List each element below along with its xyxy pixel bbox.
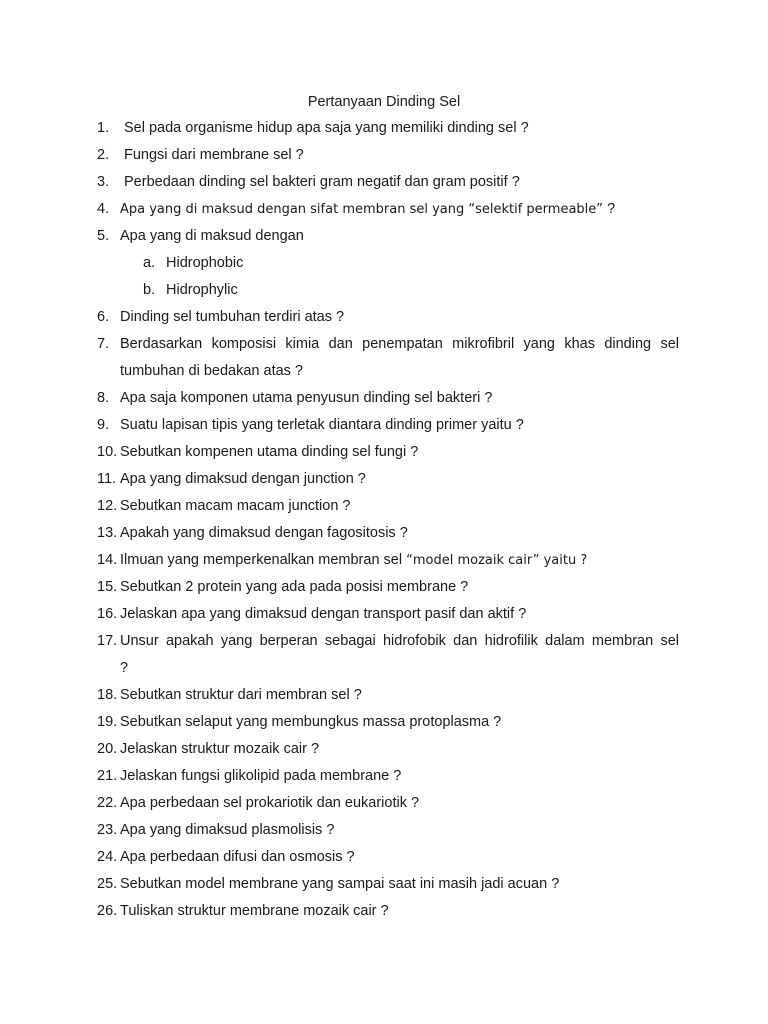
question-number: 9. bbox=[97, 417, 110, 433]
list-item bbox=[97, 469, 679, 496]
sub-item-letter: b. bbox=[143, 282, 156, 298]
question-text: Sebutkan struktur dari membran sel ? bbox=[120, 687, 362, 703]
question-number: 4. bbox=[97, 201, 110, 217]
question-text: Apa perbedaan difusi dan osmosis ? bbox=[120, 849, 355, 865]
question-text: Berdasarkan komposisi kimia dan penempatan mikrofibril yang khas dinding sel bbox=[120, 336, 679, 352]
list-item bbox=[97, 415, 679, 442]
list-item-continuation bbox=[97, 361, 679, 388]
question-text: Sel pada organisme hidup apa saja yang memiliki dinding sel ? bbox=[124, 120, 529, 136]
question-text: Fungsi dari membrane sel ? bbox=[124, 147, 304, 163]
question-number: 16. bbox=[97, 606, 118, 622]
question-number: 23. bbox=[97, 822, 118, 838]
list-item bbox=[97, 118, 679, 145]
question-text-continuation: ? bbox=[120, 660, 129, 676]
list-item bbox=[97, 496, 679, 523]
sub-list-item bbox=[97, 253, 679, 280]
question-text: Apa yang di maksud dengan bbox=[120, 228, 304, 244]
question-text-main: Apa yang di maksud dengan sifat membran sel yang “selektif permeable” bbox=[120, 202, 604, 217]
list-item bbox=[97, 874, 679, 901]
question-number: 19. bbox=[97, 714, 118, 730]
sub-item-text: Hidrophylic bbox=[166, 282, 238, 298]
question-number: 20. bbox=[97, 741, 118, 757]
question-number: 6. bbox=[97, 309, 110, 325]
question-text bbox=[120, 199, 615, 220]
list-item bbox=[97, 766, 679, 793]
list-item bbox=[97, 847, 679, 874]
list-item bbox=[97, 739, 679, 766]
question-number: 2. bbox=[97, 147, 110, 163]
question-text: Sebutkan macam macam junction ? bbox=[120, 498, 351, 514]
question-number: 12. bbox=[97, 498, 118, 514]
question-number: 26. bbox=[97, 903, 118, 919]
question-list bbox=[97, 118, 679, 928]
question-number: 22. bbox=[97, 795, 118, 811]
list-item bbox=[97, 334, 679, 361]
sub-item-letter: a. bbox=[143, 255, 156, 271]
question-number: 14. bbox=[97, 552, 118, 568]
question-text: Sebutkan 2 protein yang ada pada posisi membrane ? bbox=[120, 579, 469, 595]
question-text bbox=[120, 550, 587, 571]
question-number: 5. bbox=[97, 228, 110, 244]
question-text: Sebutkan model membrane yang sampai saat ini masih jadi acuan ? bbox=[120, 876, 560, 892]
list-item bbox=[97, 145, 679, 172]
list-item bbox=[97, 307, 679, 334]
question-number: 8. bbox=[97, 390, 110, 406]
question-text: Tuliskan struktur membrane mozaik cair ? bbox=[120, 903, 389, 919]
question-text: Jelaskan fungsi glikolipid pada membrane ? bbox=[120, 768, 402, 784]
list-item bbox=[97, 172, 679, 199]
question-number: 7. bbox=[97, 336, 110, 352]
question-number: 25. bbox=[97, 876, 118, 892]
document-title: Pertanyaan Dinding Sel bbox=[307, 94, 461, 110]
question-number: 17. bbox=[97, 633, 118, 649]
question-number: 13. bbox=[97, 525, 118, 541]
list-item bbox=[97, 577, 679, 604]
question-text-continuation: tumbuhan di bedakan atas ? bbox=[120, 363, 303, 379]
question-number: 11. bbox=[97, 471, 117, 487]
question-number: 10. bbox=[97, 444, 118, 460]
question-text: Dinding sel tumbuhan terdiri atas ? bbox=[120, 309, 345, 325]
list-item bbox=[97, 388, 679, 415]
question-text: Unsur apakah yang berperan sebagai hidrofobik dan hidrofilik dalam membran sel bbox=[120, 633, 679, 649]
list-item bbox=[97, 442, 679, 469]
question-text: Apa saja komponen utama penyusun dinding sel bakteri ? bbox=[120, 390, 493, 406]
list-item bbox=[97, 550, 679, 577]
question-number: 15. bbox=[97, 579, 118, 595]
question-number: 21. bbox=[97, 768, 118, 784]
question-text: Sebutkan selaput yang membungkus massa protoplasma ? bbox=[120, 714, 502, 730]
question-text: Jelaskan apa yang dimaksud dengan transport pasif dan aktif ? bbox=[120, 606, 527, 622]
list-item bbox=[97, 631, 679, 658]
list-item bbox=[97, 793, 679, 820]
list-item bbox=[97, 820, 679, 847]
question-text: Apa yang dimaksud dengan junction ? bbox=[120, 471, 366, 487]
question-text: Suatu lapisan tipis yang terletak diantara dinding primer yaitu ? bbox=[120, 417, 524, 433]
question-text-end: ? bbox=[607, 201, 616, 217]
question-text-main: Ilmuan yang memperkenalkan membran sel bbox=[120, 552, 403, 568]
sub-item-text: Hidrophobic bbox=[166, 255, 244, 271]
question-text: Jelaskan struktur mozaik cair ? bbox=[120, 741, 320, 757]
list-item bbox=[97, 226, 679, 253]
list-item bbox=[97, 199, 679, 226]
question-text: Apakah yang dimaksud dengan fagositosis ? bbox=[120, 525, 408, 541]
question-number: 24. bbox=[97, 849, 118, 865]
question-number: 18. bbox=[97, 687, 118, 703]
sub-list-item bbox=[97, 280, 679, 307]
question-number: 3. bbox=[97, 174, 110, 190]
list-item-continuation bbox=[97, 658, 679, 685]
list-item bbox=[97, 523, 679, 550]
question-text: Perbedaan dinding sel bakteri gram negatif dan gram positif ? bbox=[124, 174, 520, 190]
question-text: Apa perbedaan sel prokariotik dan eukariotik ? bbox=[120, 795, 420, 811]
list-item bbox=[97, 604, 679, 631]
question-text-end: “model mozaik cair” yaitu ? bbox=[406, 553, 588, 568]
list-item bbox=[97, 712, 679, 739]
question-text: Apa yang dimaksud plasmolisis ? bbox=[120, 822, 335, 838]
list-item bbox=[97, 901, 679, 928]
question-number: 1. bbox=[97, 120, 110, 136]
question-text: Sebutkan kompenen utama dinding sel fungi ? bbox=[120, 444, 419, 460]
list-item bbox=[97, 685, 679, 712]
